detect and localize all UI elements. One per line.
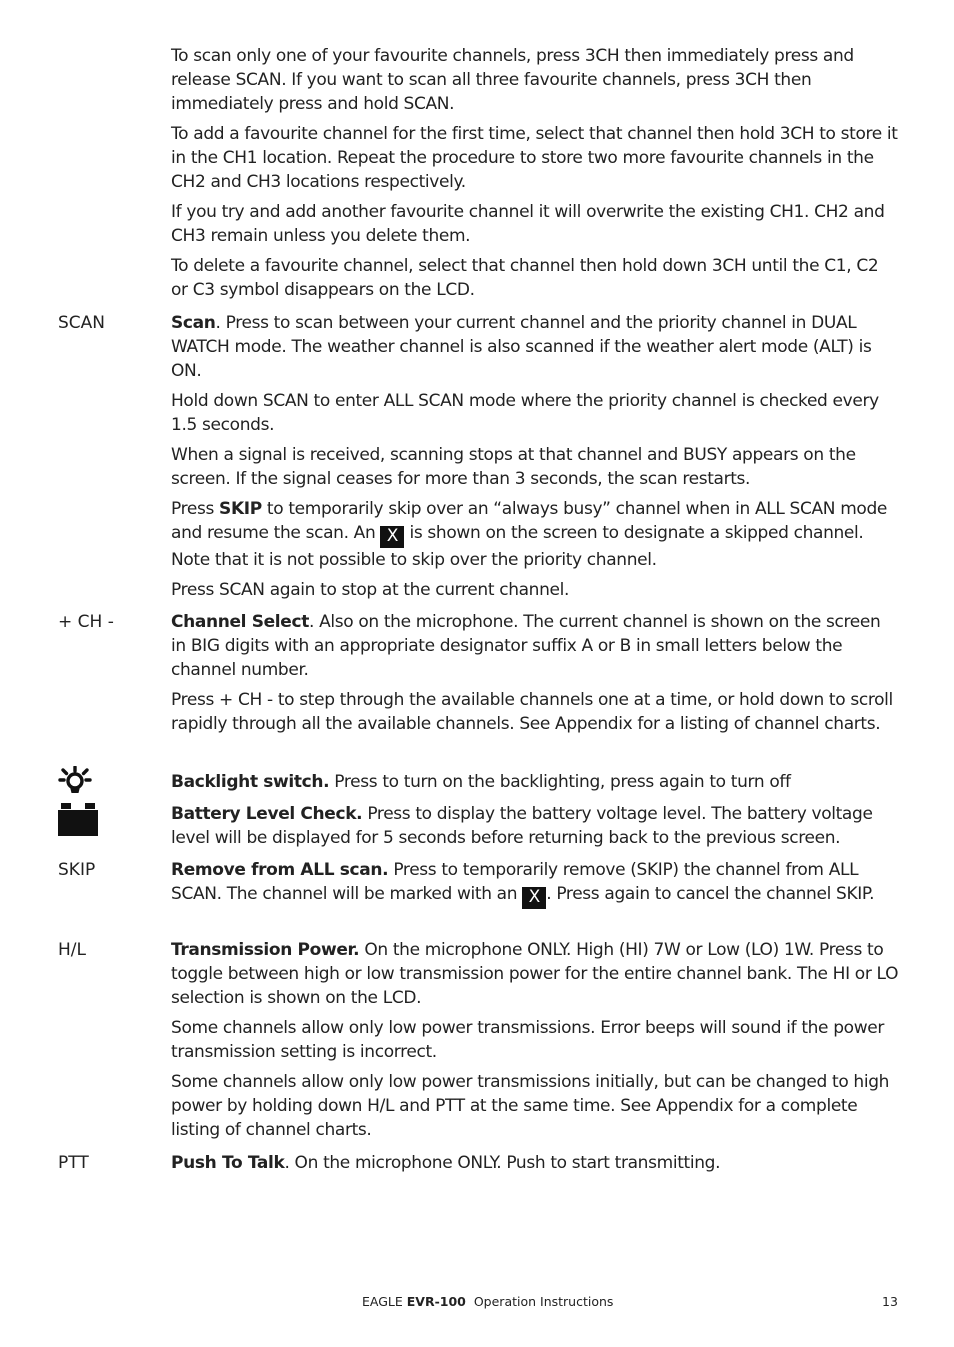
- backlight-title: Backlight switch.: [171, 772, 330, 792]
- backlight-paragraph: [171, 770, 899, 794]
- favourite-channels-section: [171, 44, 899, 308]
- page-number: 13: [882, 1294, 898, 1309]
- push-to-talk-title: Push To Talk: [171, 1153, 285, 1173]
- push-to-talk-section: [171, 1151, 899, 1181]
- backlight-icon: [58, 766, 94, 800]
- scan-text: Press: [171, 499, 220, 519]
- intro-paragraph: If you try and add another favourite channel it will overwrite the existing CH1. CH2 and CH3 remain unless you delete them.: [171, 202, 885, 246]
- skip-x-symbol: X: [522, 887, 546, 909]
- hl-paragraph: [171, 938, 899, 1010]
- skip-section: [171, 858, 899, 915]
- battery-paragraph: [171, 802, 899, 850]
- battery-icon: [58, 803, 98, 841]
- scan-paragraph: [171, 311, 899, 383]
- skip-text: Press to temporarily remove (SKIP) the channel from ALL SCAN. The channel will be marked with an: [171, 860, 859, 904]
- channel-select-section: [171, 610, 899, 742]
- hl-key-label: H/L: [58, 940, 86, 960]
- channel-key-label: + CH -: [58, 612, 114, 632]
- channel-paragraph: [171, 610, 899, 682]
- channel-text: . Also on the microphone. The current channel is shown on the screen in BIG digits with an appropriate designator suffix A or B in small letters below the channel number.: [171, 612, 881, 680]
- ptt-paragraph: [171, 1151, 899, 1175]
- backlight-section: [171, 770, 899, 800]
- scan-section: [171, 311, 899, 608]
- footer-brand: EAGLE: [362, 1294, 403, 1309]
- ptt-key-label: PTT: [58, 1153, 89, 1173]
- footer-model: EVR-100: [406, 1294, 466, 1309]
- scan-text: . Press to scan between your current channel and the priority channel in DUAL WATCH mode. The weather channel is also scanned if the weather alert mode (ALT) is ON.: [171, 313, 872, 381]
- scan-paragraph: When a signal is received, scanning stops at that channel and BUSY appears on the screen. If the signal ceases for more than 3 seconds, the scan restarts.: [171, 445, 856, 489]
- backlight-text: Press to turn on the backlighting, press again to turn off: [329, 772, 791, 792]
- transmission-power-title: Transmission Power.: [171, 940, 360, 960]
- battery-text: Press to display the battery voltage level. The battery voltage level will be displayed for 5 seconds before returning back to the previous screen.: [171, 804, 873, 848]
- ptt-text: . On the microphone ONLY. Push to start transmitting.: [284, 1153, 721, 1173]
- battery-section: [171, 802, 899, 856]
- hl-paragraph: Some channels allow only low power transmissions initially, but can be changed to high power by holding down H/L and PTT at the same time. See Appendix for a complete listing of channel charts.: [171, 1072, 890, 1140]
- footer-title: [362, 1294, 613, 1310]
- scan-text: is shown on the screen to designate a skipped channel. Note that it is not possible to skip over the priority channel.: [171, 523, 864, 570]
- intro-paragraph: To delete a favourite channel, select that channel then hold down 3CH until the C1, C2 or C3 symbol disappears on the LCD.: [171, 256, 879, 300]
- scan-title: Scan: [171, 313, 216, 333]
- intro-paragraph: To scan only one of your favourite channels, press 3CH then immediately press and release SCAN. If you want to scan all three favourite channels, press 3CH then immediately press and hold SCAN.: [171, 46, 854, 114]
- skip-title: Remove from ALL scan.: [171, 860, 389, 880]
- channel-paragraph: Press + CH - to step through the available channels one at a time, or hold down to scroll rapidly through all the available channels. See Appendix for a listing of channel charts.: [171, 690, 893, 734]
- hl-paragraph: Some channels allow only low power transmissions. Error beeps will sound if the power transmission setting is incorrect.: [171, 1018, 885, 1062]
- transmission-power-section: [171, 938, 899, 1148]
- skip-text: . Press again to cancel the channel SKIP.: [546, 884, 875, 904]
- scan-paragraph: [171, 497, 899, 572]
- skip-paragraph: [171, 858, 899, 909]
- scan-paragraph: Press SCAN again to stop at the current channel.: [171, 580, 570, 600]
- footer-doc: Operation Instructions: [473, 1294, 614, 1309]
- scan-text: to temporarily skip over an “always busy” channel when in ALL SCAN mode and resume the scan. An: [171, 499, 888, 543]
- skip-x-symbol: X: [380, 526, 404, 548]
- channel-select-title: Channel Select: [171, 612, 309, 632]
- skip-word: SKIP: [219, 499, 262, 519]
- battery-title: Battery Level Check.: [171, 804, 363, 824]
- hl-text: On the microphone ONLY. High (HI) 7W or Low (LO) 1W. Press to toggle between high or low transmission power for the entire channel bank. The HI or LO selection is shown on the LCD.: [171, 940, 899, 1008]
- skip-key-label: SKIP: [58, 860, 96, 880]
- scan-paragraph: Hold down SCAN to enter ALL SCAN mode where the priority channel is checked every 1.5 seconds.: [171, 391, 879, 435]
- scan-key-label: SCAN: [58, 313, 106, 333]
- intro-paragraph: To add a favourite channel for the first time, select that channel then hold 3CH to store it in the CH1 location. Repeat the procedure to store two more favourite channels in the CH2 and CH3 locations respectively.: [171, 124, 898, 192]
